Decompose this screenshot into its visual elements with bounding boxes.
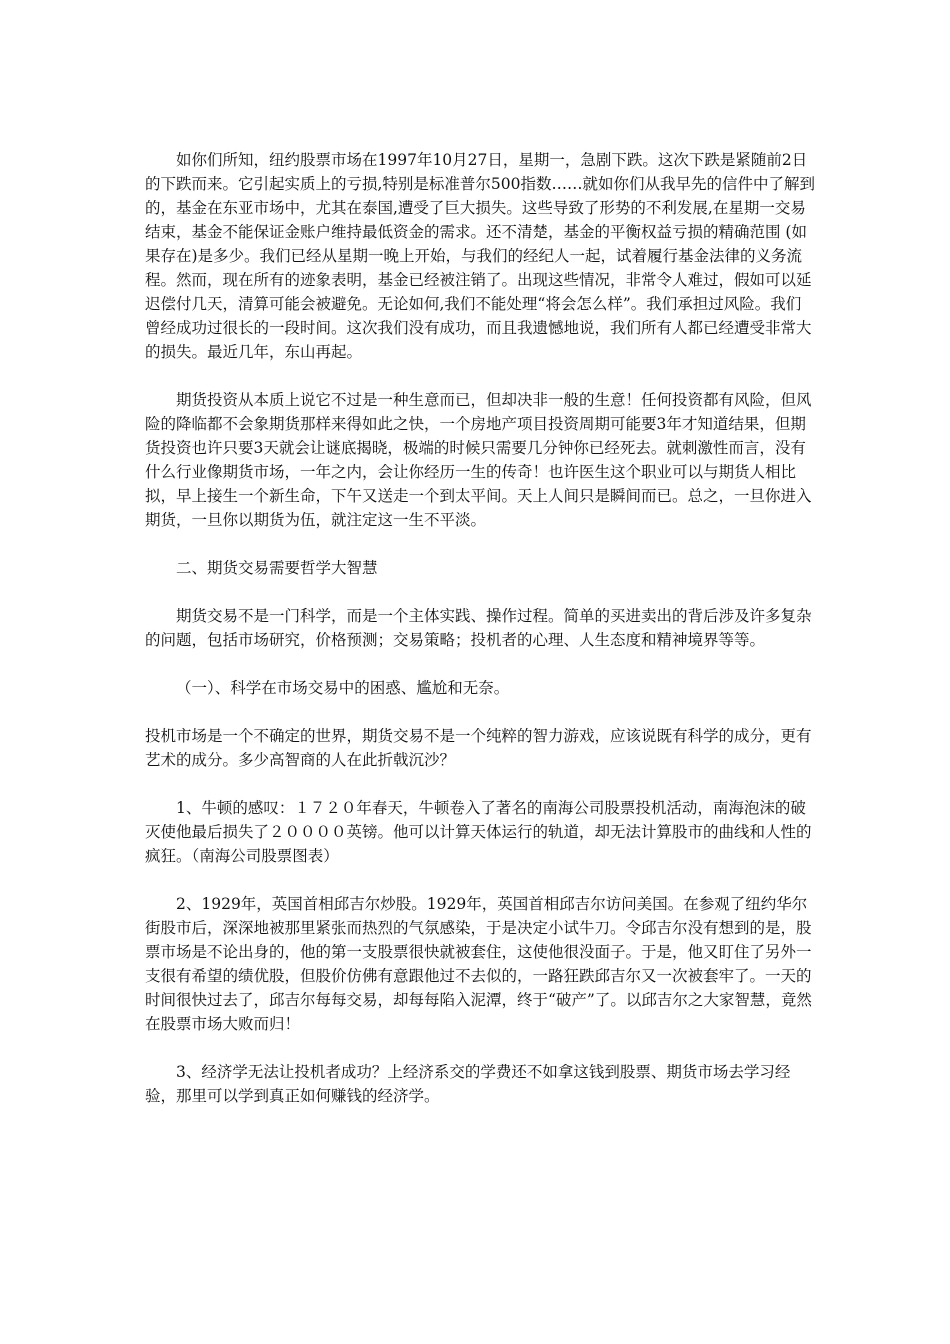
- paragraph-fund-letter: 如你们所知，纽约股票市场在1997年10月27日，星期一，急剧下跌。这次下跌是紧随前2日的下跌而来。它引起实质上的亏损,特别是标准普尔500指数……就如你们从我早先的信件中了解到的，基金在东亚市场中，尤其在泰国,遭受了巨大损失。这些导致了形势的不利发展,在星期一交易结束，基金不能保证金账户维持最低资金的需求。还不清楚，基金的平衡权益亏损的精确范围 (如果存在)是多少。我们已经从星期一晚上开始，与我们的经纪人一起，试着履行基金法律的义务流程。然而，现在所有的迹象表明，基金已经被注销了。出现这些情况，非常令人难过，假如可以延迟偿付几天，清算可能会被避免。无论如何,我们不能处理“将会怎么样”。我们承担过风险。我们曾经成功过很长的一段时间。这次我们没有成功，而且我遗憾地说，我们所有人都已经遭受非常大的损失。最近几年，东山再起。: [145, 151, 816, 361]
- document-body: [145, 148, 815, 1132]
- subsection-heading: （一）、科学在市场交易中的困惑、尴尬和无奈。: [176, 679, 510, 697]
- paragraph-speculation-market: 投机市场是一个不确定的世界，期货交易不是一个纯粹的智力游戏，应该说既有科学的成分，更有艺术的成分。多少高智商的人在此折戟沉沙？: [145, 727, 812, 769]
- paragraph-newton: 1、牛顿的感叹：１７２０年春天，牛顿卷入了著名的南海公司股票投机活动，南海泡沫的破灭使他最后损失了２００００英镑。他可以计算天体运行的轨道，却无法计算股市的曲线和人性的疯狂。（南海公司股票图表）: [145, 799, 812, 865]
- paragraph-economics: 3、经济学无法让投机者成功？上经济系交的学费还不如拿这钱到股票、期货市场去学习经验，那里可以学到真正如何赚钱的经济学。: [145, 1063, 791, 1105]
- section-heading: 二、期货交易需要哲学大智慧: [176, 559, 378, 577]
- paragraph-futures-business: 期货投资从本质上说它不过是一种生意而已，但却决非一般的生意！任何投资都有风险，但风险的降临都不会象期货那样来得如此之快，一个房地产项目投资周期可能要3年才知道结果，但期货投资也许只要3天就会让谜底揭晓，极端的时候只需要几分钟你已经死去。就刺激性而言，没有什么行业像期货市场，一年之内，会让你经历一生的传奇！也许医生这个职业可以与期货人相比拟，早上接生一个新生命，下午又送走一个到太平间。天上人间只是瞬间而已。总之，一旦你进入期货，一旦你以期货为伍，就注定这一生不平淡。: [145, 391, 812, 529]
- paragraph-churchill: 2、1929年，英国首相邱吉尔炒股。1929年，英国首相邱吉尔访问美国。在参观了纽约华尔街股市后，深深地被那里紧张而热烈的气氛感染，于是决定小试牛刀。令邱吉尔没有想到的是，股票市场是不论出身的，他的第一支股票很快就被套住，这使他很没面子。于是，他又盯住了另外一支很有希望的绩优股，但股价仿佛有意跟他过不去似的，一路狂跌邱吉尔又一次被套牢了。一天的时间很快过去了，邱吉尔每每交易，却每每陷入泥潭，终于“破产”了。以邱吉尔之大家智慧，竟然在股票市场大败而归！: [145, 895, 812, 1033]
- paragraph-futures-trading: 期货交易不是一门科学，而是一个主体实践、操作过程。简单的买进卖出的背后涉及许多复杂的问题，包括市场研究，价格预测；交易策略；投机者的心理、人生态度和精神境界等等。: [145, 607, 812, 649]
